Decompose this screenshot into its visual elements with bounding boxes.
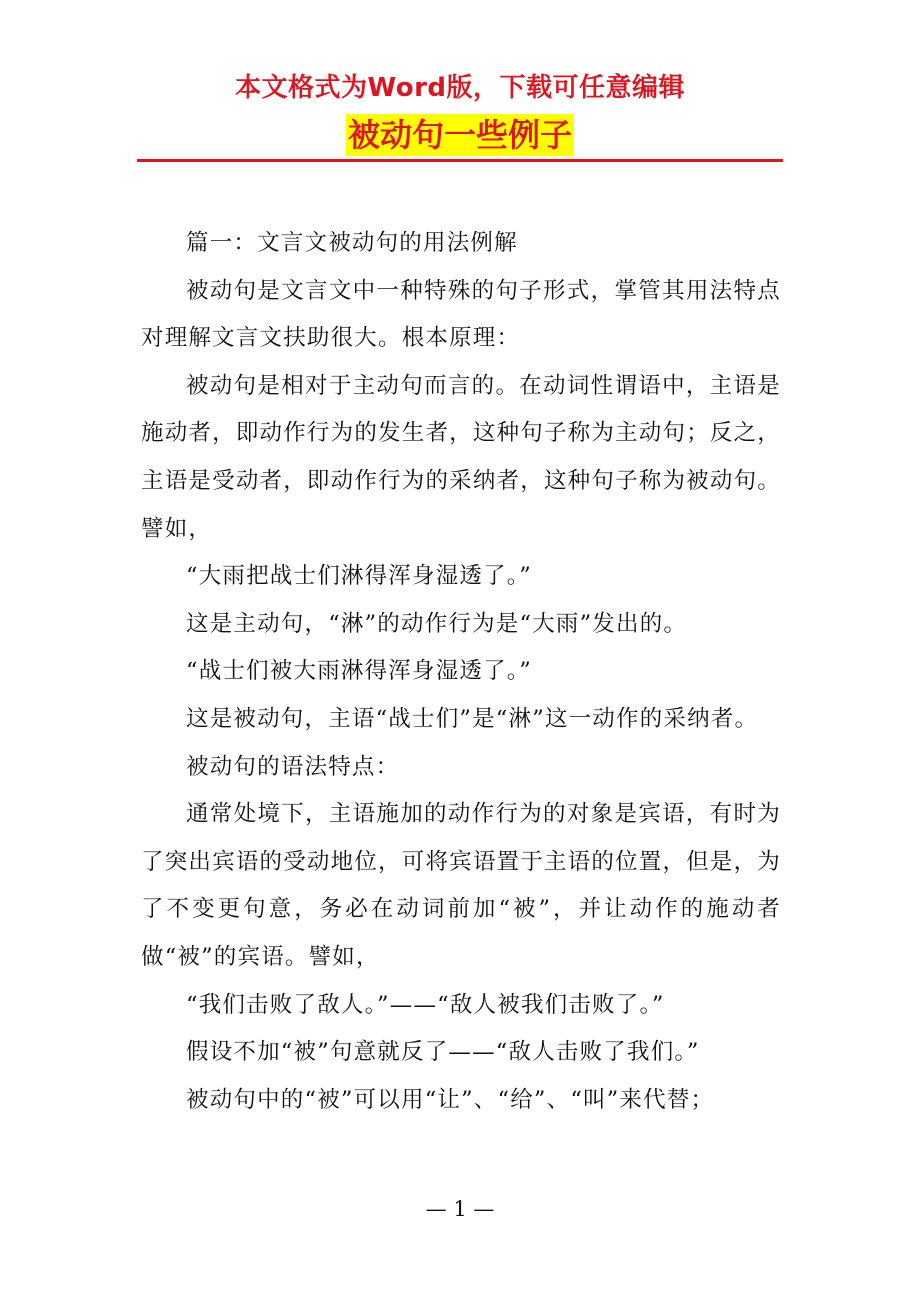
paragraph: 被动句是文言文中一种特殊的句子形式，掌管其用法特点对理解文言文扶助很大。根本原理： bbox=[141, 277, 781, 352]
example-sentence: “我们击败了敌人。”——“敌人被我们击败了。” bbox=[186, 991, 665, 1018]
document-body bbox=[141, 220, 781, 1124]
paragraph: 被动句中的“被”可以用“让”、“给”、“叫”来代替； bbox=[186, 1086, 715, 1113]
section-heading: 篇一：文言文被动句的用法例解 bbox=[186, 230, 518, 256]
page-number: — 1 — bbox=[425, 1197, 495, 1221]
paragraph: 假设不加“被”句意就反了——“敌人击败了我们。” bbox=[186, 1039, 700, 1066]
example-sentence: “大雨把战士们淋得浑身湿透了。” bbox=[186, 563, 532, 590]
subheading: 被动句的语法特点： bbox=[186, 753, 400, 780]
example-sentence: “战士们被大雨淋得浑身湿透了。” bbox=[186, 658, 532, 685]
paragraph: 这是被动句，主语“战士们”是“淋”这一动作的采纳者。 bbox=[186, 705, 759, 732]
format-notice: 本文格式为Word版，下载可任意编辑 bbox=[234, 73, 686, 103]
header-divider bbox=[137, 159, 783, 162]
document-title: 被动句一些例子 bbox=[347, 116, 572, 154]
paragraph: 被动句是相对于主动句而言的。在动词性谓语中，主语是施动者，即动作行为的发生者，这种句子称为主动句；反之，主语是受动者，即动作行为的采纳者，这种句子称为被动句。譬如， bbox=[141, 372, 781, 542]
paragraph: 通常处境下，主语施加的动作行为的对象是宾语，有时为了突出宾语的受动地位，可将宾语置于主语的位置，但是，为了不变更句意，务必在动词前加“被”，并让动作的施动者做“被”的宾语。譬如， bbox=[141, 801, 781, 970]
paragraph: 这是主动句，“淋”的动作行为是“大雨”发出的。 bbox=[186, 610, 688, 637]
title-container bbox=[0, 114, 920, 156]
